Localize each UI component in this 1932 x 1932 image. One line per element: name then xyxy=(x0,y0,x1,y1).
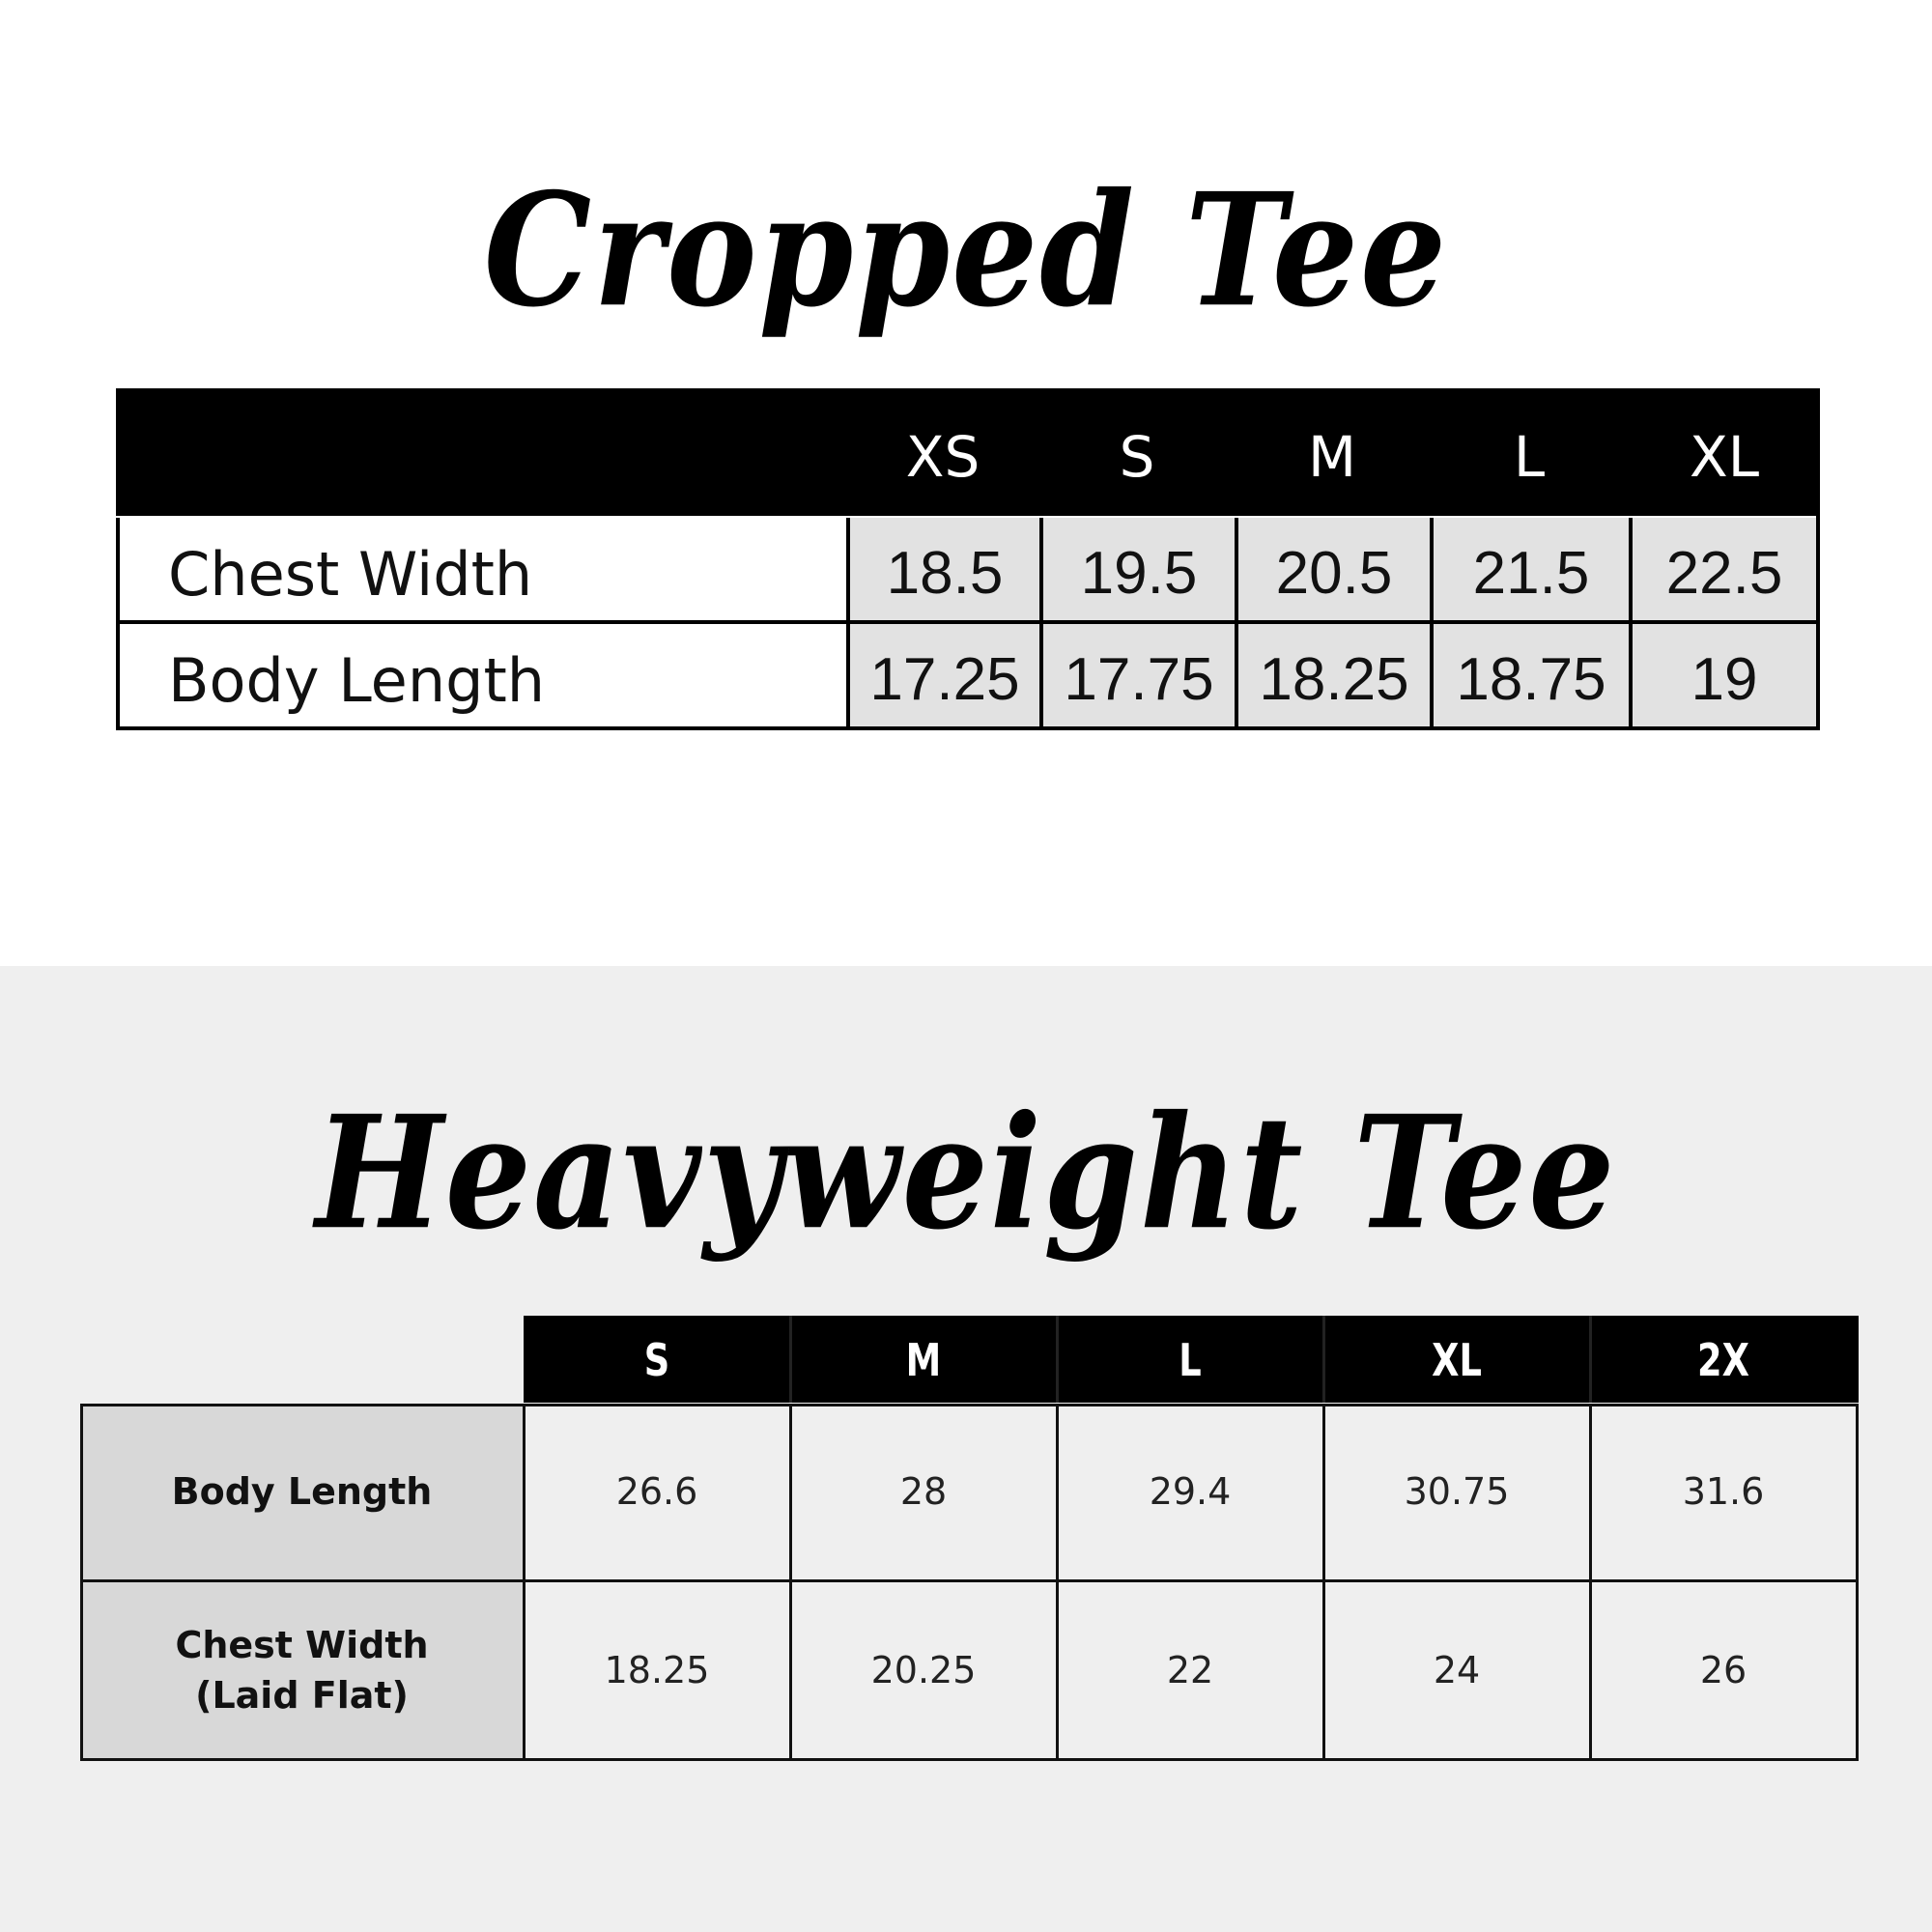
table-cell: 18.5 xyxy=(846,518,1039,622)
size-header-l: L xyxy=(1179,1334,1202,1386)
table-cell: 19.5 xyxy=(1039,518,1235,622)
size-header-xl: XL xyxy=(1689,424,1760,490)
table-cell: 26 xyxy=(1590,1581,1857,1759)
size-header-l: L xyxy=(1513,424,1546,490)
table-cell: 29.4 xyxy=(1057,1404,1323,1579)
row-label-body-length xyxy=(80,1404,524,1579)
table-cell: 21.5 xyxy=(1430,518,1629,622)
grid-line xyxy=(789,1404,792,1761)
table-cell: 18.25 xyxy=(524,1581,790,1759)
table-cell: 20.5 xyxy=(1235,518,1430,622)
table-cell: 30.75 xyxy=(1323,1404,1590,1579)
size-header-s: S xyxy=(1119,424,1155,490)
size-header-2x: 2X xyxy=(1697,1334,1749,1386)
row-label-line: Chest Width xyxy=(175,1624,429,1666)
table-row xyxy=(116,518,1820,622)
cropped-tee-title: Cropped Tee xyxy=(483,159,1449,343)
row-label-chest-width: Chest Width xyxy=(116,518,846,622)
table-cell: 18.25 xyxy=(1235,624,1430,728)
table-cell: 19 xyxy=(1629,624,1816,728)
table-cell: 26.6 xyxy=(524,1404,790,1579)
table-cell: 22 xyxy=(1057,1581,1323,1759)
header-divider xyxy=(789,1316,792,1403)
size-header-xs: XS xyxy=(905,424,980,490)
table-cell: 24 xyxy=(1323,1581,1590,1759)
size-header-s: S xyxy=(643,1334,670,1386)
row-label-chest-width xyxy=(80,1581,524,1759)
table-cell: 22.5 xyxy=(1629,518,1816,622)
row-divider xyxy=(116,620,1820,624)
table-cell: 31.6 xyxy=(1590,1404,1857,1579)
grid-line xyxy=(1322,1404,1325,1761)
grid-line xyxy=(1856,1404,1859,1761)
row-label-body-length: Body Length xyxy=(116,624,846,728)
table-cell: 20.25 xyxy=(790,1581,1057,1759)
table-cell: 17.25 xyxy=(846,624,1039,728)
table-cell: 18.75 xyxy=(1430,624,1629,728)
grid-line xyxy=(523,1404,526,1761)
heavyweight-size-header xyxy=(524,1316,1859,1403)
table-row xyxy=(116,624,1820,728)
header-divider xyxy=(1056,1316,1059,1403)
cropped-size-table xyxy=(116,388,1820,728)
heavyweight-tee-title: Heavyweight Tee xyxy=(315,1082,1617,1265)
table-right-border xyxy=(1816,516,1820,728)
size-header-m: M xyxy=(1307,424,1357,490)
cropped-size-header xyxy=(116,388,1820,516)
table-cell: 28 xyxy=(790,1404,1057,1579)
grid-line xyxy=(80,1404,83,1761)
header-divider xyxy=(1322,1316,1325,1403)
grid-line xyxy=(1589,1404,1592,1761)
row-label-text: Body Length xyxy=(171,1470,433,1513)
header-divider xyxy=(1589,1316,1592,1403)
grid-line xyxy=(1056,1404,1059,1761)
row-divider xyxy=(116,726,1820,730)
heavyweight-size-table xyxy=(80,1404,1859,1761)
size-header-m: M xyxy=(905,1334,942,1386)
table-cell: 17.75 xyxy=(1039,624,1235,728)
row-label-line: (Laid Flat) xyxy=(195,1674,409,1717)
size-header-xl: XL xyxy=(1432,1334,1482,1386)
